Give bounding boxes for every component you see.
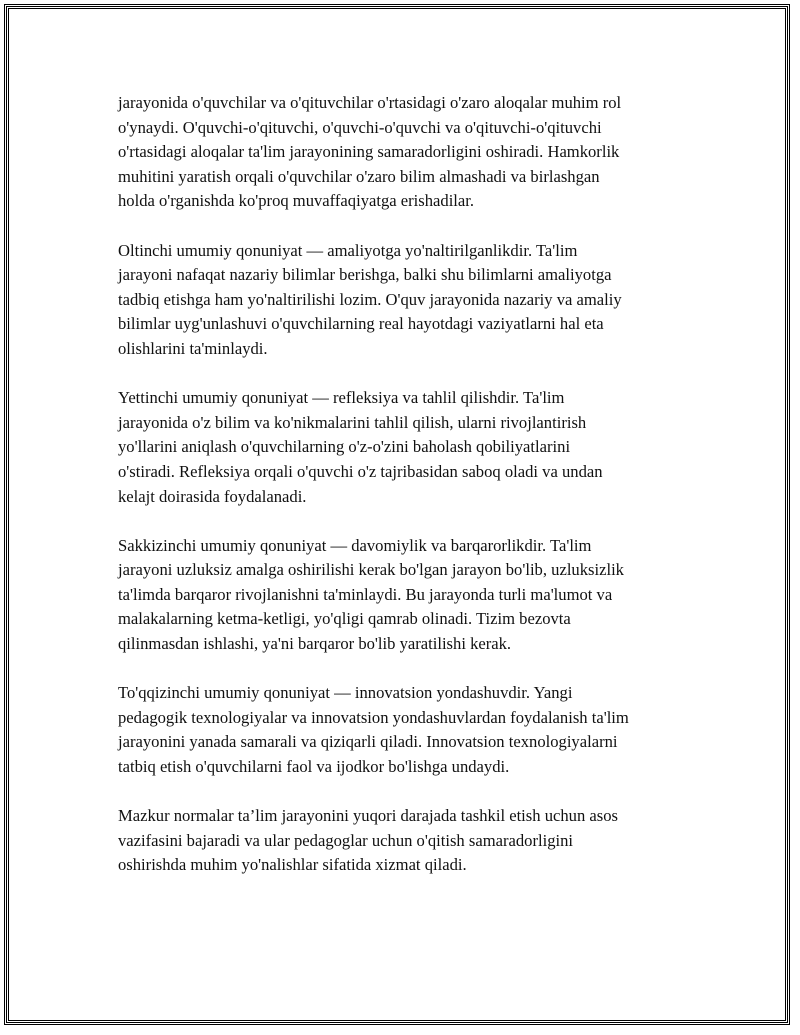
- paragraph-3: Yettinchi umumiy qonuniyat — refleksiya va tahlil qilishdir. Ta'lim jarayonida o'z bilim va ko'nikmalarini tahlil qilish, ularni rivojlantirish yo'llarini aniqlash o'quvchilarning o'z-o'zini baholash qobiliyatlarini o'stiradi. Refleksiya orqali o'quvchi o'z tajribasidan saboq oladi va undan kelajt doirasida foydalanadi.: [118, 388, 603, 506]
- document-body: [118, 91, 718, 903]
- paragraph-4: Sakkizinchi umumiy qonuniyat — davomiylik va barqarorlikdir. Ta'lim jarayoni uzluksiz amalga oshirilishi kerak bo'lgan jarayon bo'lib, uzluksizlik ta'limda barqaror rivojlanishni ta'minlaydi. Bu jarayonda turli ma'lumot va malakalarning ketma-ketligi, yo'qligi qamrab olinadi. Tizim bezovta qilinmasdan ishlashi, ya'ni barqaror bo'lib yaratilishi kerak.: [118, 535, 624, 654]
- paragraph-1: jarayonida o'quvchilar va o'qituvchilar o'rtasidagi o'zaro aloqalar muhim rol o'ynaydi. O'quvchi-o'qituvchi, o'quvchi-o'quvchi va o'qituvchi-o'qituvchi o'rtasidagi aloqalar ta'lim jarayonining samaradorligini oshiradi. Hamkorlik muhitini yaratish orqali o'quvchilar o'zaro bilim almashadi va birlashgan holda o'rganishda ko'proq muvaffaqiyatga erishadilar.: [118, 93, 622, 211]
- paragraph-2: Oltinchi umumiy qonuniyat — amaliyotga yo'naltirilganlikdir. Ta'lim jarayoni nafaqat nazariy bilimlar berishga, balki shu bilimlarni amaliyotga tadbiq etishga ham yo'naltirilishi lozim. O'quv jarayonida nazariy va amaliy bilimlar uyg'unlashuvi o'quvchilarning real hayotdagi vaziyatlarni hal eta olishlarini ta'minlaydi.: [118, 240, 622, 358]
- paragraph-5: To'qqizinchi umumiy qonuniyat — innovatsion yondashuvdir. Yangi pedagogik texnologiyalar va innovatsion yondashuvlardan foydalanish ta'lim jarayonini yanada samarali va qiziqarli qiladi. Innovatsion texnologiyalarni tatbiq etish o'quvchilarni faol va ijodkor bo'lishga undaydi.: [118, 683, 629, 777]
- paragraph-6: Mazkur normalar ta’lim jarayonini yuqori darajada tashkil etish uchun asos vazifasini bajaradi va ular pedagoglar uchun o'qitish samaradorligini oshirishda muhim yo'nalishlar sifatida xizmat qiladi.: [118, 806, 618, 875]
